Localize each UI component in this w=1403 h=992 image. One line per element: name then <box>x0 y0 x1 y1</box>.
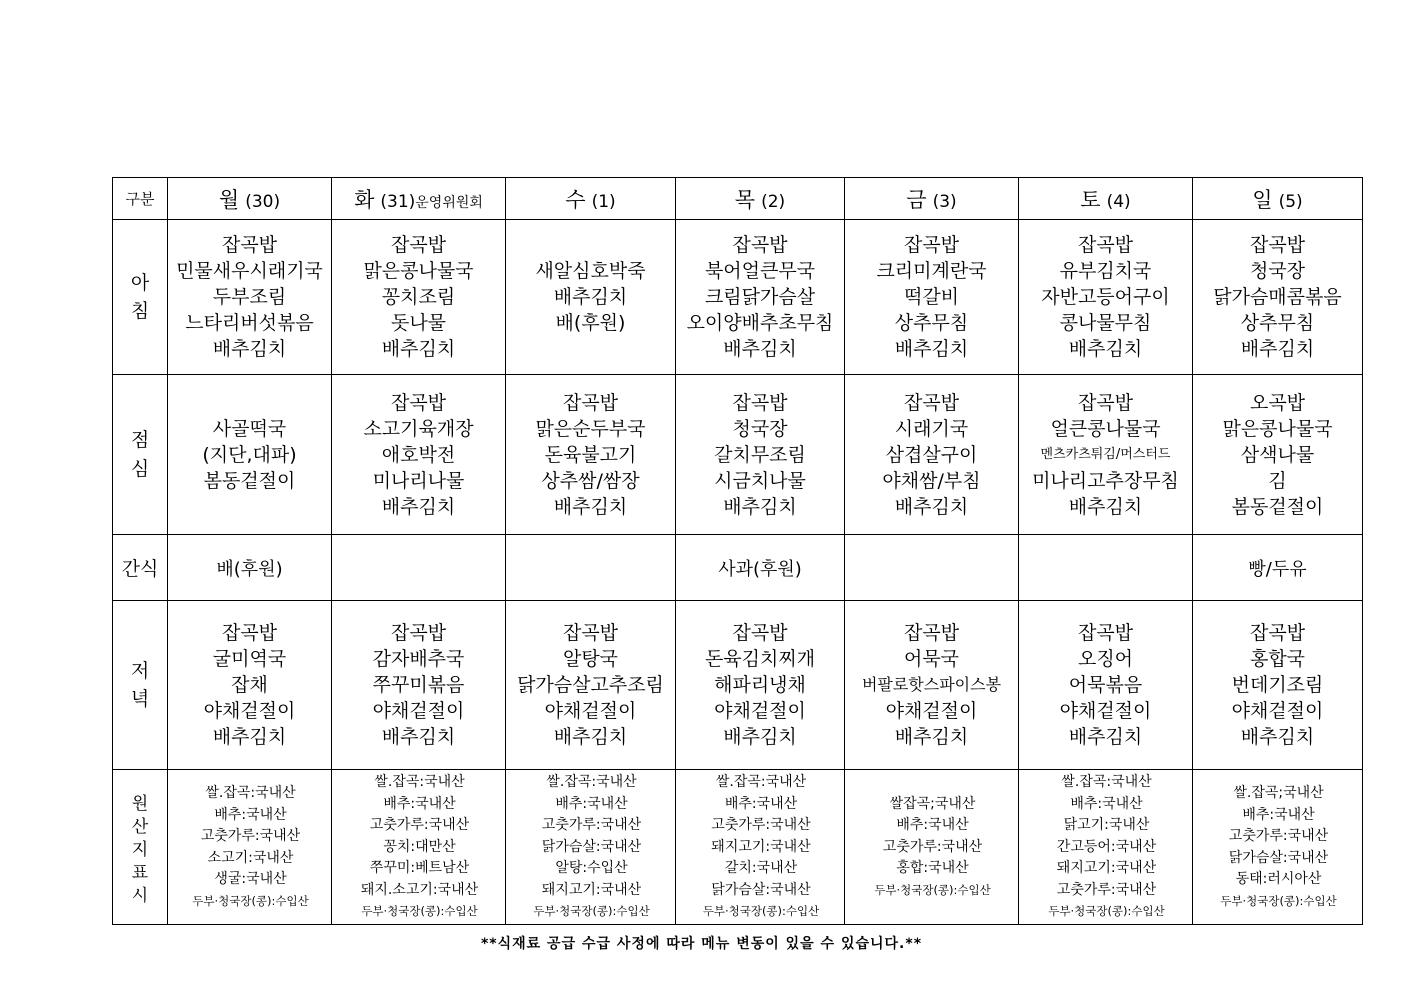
origin-item: 두부·청국장(콩):수입산 <box>533 904 650 919</box>
menu-item: 오곡밥 <box>1249 391 1306 414</box>
menu-change-notice: **식재료 공급 수급 사정에 따라 메뉴 변동이 있을 수 있습니다.** <box>480 936 923 952</box>
menu-item: 배추김치 <box>212 726 287 748</box>
day-header-thu: 목 (2) <box>676 178 845 220</box>
menu-item: 상추무침 <box>1240 312 1315 334</box>
menu-item: 꽁치조림 <box>381 286 456 308</box>
dinner-cell <box>1193 601 1363 770</box>
menu-item: 잡곡밥 <box>903 391 960 414</box>
origin-item: 두부·청국장(콩):수입산 <box>361 904 478 919</box>
menu-item: 배추김치 <box>723 726 797 748</box>
menu-item: 배추김치 <box>381 495 456 518</box>
origin-item: 배추:국내산 <box>214 806 287 823</box>
menu-item: 야채겉절이 <box>1231 700 1324 722</box>
menu-item: 야채쌈/부침 <box>882 469 981 492</box>
dinner-cell <box>1019 601 1193 770</box>
origin-item: 배추:국내산 <box>724 795 798 812</box>
menu-item: 잡곡밥 <box>903 622 960 644</box>
origin-item: 두부·청국장(콩):수입산 <box>1048 904 1165 919</box>
lunch-label: 점 심 <box>113 375 168 535</box>
menu-item: 잡곡밥 <box>732 622 788 644</box>
menu-item: 닭가슴살고추조림 <box>517 674 664 696</box>
menu-item: 닭가슴매콤볶음 <box>1213 286 1342 308</box>
menu-item: 오이양배추초무침 <box>686 312 834 334</box>
origin-item: 닭가슴살:국내산 <box>1228 849 1329 866</box>
dinner-cell <box>676 601 845 770</box>
menu-item: 버팔로핫스파이스봉 <box>861 675 1002 694</box>
lunch-cell <box>506 375 676 535</box>
origin-item: 알탕:수입산 <box>555 860 628 877</box>
origin-item: 갈치:국내산 <box>724 860 798 877</box>
menu-item: 잡곡밥 <box>221 234 278 256</box>
day-header-mon: 월 (30) <box>168 178 332 220</box>
menu-item: 잡곡밥 <box>1249 234 1306 256</box>
origin-item: 두부·청국장(콩):수입산 <box>874 882 991 897</box>
menu-item: 굴미역국 <box>212 648 287 670</box>
origin-cell <box>332 770 506 925</box>
origin-item: 배추:국내산 <box>555 795 628 812</box>
snack-cell: 사과(후원) <box>676 535 845 601</box>
menu-item: 어묵볶음 <box>1068 674 1143 696</box>
menu-item: 돈육김치찌개 <box>704 648 816 670</box>
origin-item: 쌀.잡곡:국내산 <box>715 774 807 791</box>
origin-item: 고춧가루:국내산 <box>369 817 470 834</box>
menu-item: 야채겉절이 <box>714 700 806 722</box>
origin-item: 돼지.소고기:국내산 <box>360 881 479 898</box>
menu-item: 돈육불고기 <box>544 443 637 466</box>
origin-cell <box>676 770 845 925</box>
day-header-sun: 일 (5) <box>1193 178 1363 220</box>
menu-item: 애호박전 <box>381 443 456 466</box>
menu-item: 삼색나물 <box>1240 443 1315 466</box>
origin-item: 돼지고기:국내산 <box>541 881 642 898</box>
origin-item: 닭가슴살:국내산 <box>711 881 811 898</box>
menu-item: 시금치나물 <box>714 469 806 492</box>
header-row <box>113 178 1363 220</box>
menu-item: 야채겉절이 <box>544 700 637 722</box>
dinner-label: 저 녁 <box>113 601 168 770</box>
breakfast-cell <box>845 220 1019 375</box>
lunch-row <box>113 375 1363 535</box>
menu-item: 미나리고추장무침 <box>1032 469 1179 492</box>
menu-item: 잡곡밥 <box>1077 234 1134 256</box>
origin-item: 두부·청국장(콩):수입산 <box>192 893 309 908</box>
breakfast-label: 아 침 <box>113 220 168 375</box>
origin-item: 닭고기:국내산 <box>1063 817 1150 834</box>
snack-cell: 빵/두유 <box>1193 535 1363 601</box>
dinner-cell <box>845 601 1019 770</box>
menu-item: 배추김치 <box>723 338 797 360</box>
menu-item: 사골떡국 <box>212 417 287 440</box>
snack-cell: 배(후원) <box>168 535 332 601</box>
menu-item: 감자배추국 <box>372 648 465 670</box>
menu-item: 잡곡밥 <box>562 391 619 414</box>
menu-item: 배추김치 <box>1068 338 1143 360</box>
origin-item: 홍합:국내산 <box>896 860 969 877</box>
lunch-cell <box>845 375 1019 535</box>
origin-item: 두부·청국장(콩):수입산 <box>1220 893 1337 908</box>
menu-item: (지단,대파) <box>202 443 297 466</box>
menu-item: 배추김치 <box>553 286 628 308</box>
snack-cell <box>1019 535 1193 601</box>
menu-item: 배추김치 <box>1240 726 1315 748</box>
menu-item: 상추쌈/쌈장 <box>541 469 640 492</box>
menu-item: 잡곡밥 <box>1249 622 1306 644</box>
origin-item: 쌀.잡곡;국내산 <box>1233 785 1324 801</box>
origin-item: 쌀.잡곡:국내산 <box>205 785 296 801</box>
origin-item: 닭가슴살:국내산 <box>541 838 642 855</box>
origin-item: 돼지고기:국내산 <box>1056 860 1157 877</box>
day-header-fri: 금 (3) <box>845 178 1019 220</box>
lunch-cell <box>332 375 506 535</box>
menu-item: 배추김치 <box>381 338 456 360</box>
snack-cell <box>332 535 506 601</box>
menu-item: 갈치무조림 <box>714 443 806 466</box>
origin-item: 동태:러시아산 <box>1235 871 1322 887</box>
dinner-cell <box>332 601 506 770</box>
menu-item: 상추무침 <box>894 312 969 334</box>
menu-item: 돗나물 <box>390 312 447 334</box>
dinner-row <box>113 601 1363 770</box>
origin-item: 꽁치:대만산 <box>383 838 456 855</box>
day-header-wed: 수 (1) <box>506 178 676 220</box>
origin-item: 고춧가루:국내산 <box>200 828 301 844</box>
menu-item: 쭈꾸미볶음 <box>372 674 465 696</box>
breakfast-cell <box>1019 220 1193 375</box>
day-header-sat: 토 (4) <box>1019 178 1193 220</box>
menu-item: 맑은순두부국 <box>535 417 646 440</box>
menu-item: 삼겹살구이 <box>885 443 978 466</box>
lunch-cell <box>168 375 332 535</box>
menu-item: 미나리나물 <box>372 469 465 492</box>
dinner-cell <box>168 601 332 770</box>
menu-item: 두부조림 <box>212 286 287 308</box>
menu-item: 잡곡밥 <box>732 391 788 414</box>
menu-item: 봄동겉절이 <box>203 469 296 492</box>
menu-item: 멘츠카츠튀김/머스터드 <box>1040 446 1171 462</box>
menu-item: 배추김치 <box>1240 338 1315 360</box>
origin-item: 소고기:국내산 <box>207 849 294 866</box>
snack-row <box>113 535 1363 601</box>
menu-item: 떡갈비 <box>903 286 960 308</box>
menu-item: 알탕국 <box>562 648 619 670</box>
origin-label: 원 산 지 표 시 <box>113 770 168 925</box>
menu-item: 배추김치 <box>723 495 797 518</box>
origin-item: 쌀.잡곡:국내산 <box>374 774 465 791</box>
menu-item: 배추김치 <box>894 495 969 518</box>
menu-item: 콩나물무침 <box>1059 312 1152 334</box>
breakfast-cell <box>676 220 845 375</box>
snack-cell <box>845 535 1019 601</box>
menu-item: 잡곡밥 <box>390 622 447 644</box>
snack-cell <box>506 535 676 601</box>
breakfast-cell <box>506 220 676 375</box>
origin-item: 쭈꾸미:베트남산 <box>369 860 470 877</box>
menu-item: 잡채 <box>231 674 268 696</box>
menu-item: 민물새우시래기국 <box>176 260 323 282</box>
menu-item: 배추김치 <box>894 338 969 360</box>
menu-item: 봄동겉절이 <box>1231 495 1324 518</box>
menu-item: 야채겉절이 <box>372 700 465 722</box>
origin-cell <box>845 770 1019 925</box>
menu-item: 맑은콩나물국 <box>363 260 474 282</box>
origin-cell <box>1193 770 1363 925</box>
menu-item: 잡곡밥 <box>903 234 960 256</box>
menu-item: 자반고등어구이 <box>1041 286 1170 308</box>
menu-item: 시래기국 <box>894 417 969 440</box>
origin-item: 배추:국내산 <box>383 795 456 812</box>
breakfast-row <box>113 220 1363 375</box>
lunch-cell <box>1193 375 1363 535</box>
menu-item: 소고기육개장 <box>363 417 474 440</box>
menu-item: 잡곡밥 <box>390 234 447 256</box>
origin-item: 고춧가루:국내산 <box>1228 828 1329 844</box>
menu-item: 크리미계란국 <box>876 260 987 282</box>
menu-item: 배추김치 <box>1068 726 1143 748</box>
origin-item: 고춧가루:국내산 <box>711 817 811 834</box>
menu-item: 배추김치 <box>894 726 969 748</box>
menu-item: 잡곡밥 <box>732 234 788 256</box>
origin-item: 배추:국내산 <box>896 817 969 834</box>
menu-item: 번데기조림 <box>1231 674 1324 696</box>
day-note: 운영위원회 <box>415 194 483 211</box>
menu-item: 배추김치 <box>553 495 628 518</box>
origin-item: 두부·청국장(콩):수입산 <box>702 904 820 919</box>
menu-item: 배추김치 <box>553 726 628 748</box>
origin-item: 쌀잡곡;국내산 <box>889 795 976 812</box>
menu-item: 잡곡밥 <box>562 622 619 644</box>
breakfast-cell <box>168 220 332 375</box>
origin-cell <box>1019 770 1193 925</box>
origin-item: 쌀.잡곡:국내산 <box>546 774 637 791</box>
menu-item: 야채겉절이 <box>885 700 978 722</box>
day-header-tue: 화 (31)운영위원회 <box>332 178 506 220</box>
menu-item: 야채겉절이 <box>1059 700 1152 722</box>
origin-item: 간고등어:국내산 <box>1056 838 1157 855</box>
menu-item: 크림닭가슴살 <box>704 286 816 308</box>
menu-item: 배추김치 <box>212 338 287 360</box>
menu-item: 청국장 <box>732 417 788 440</box>
menu-item: 느타리버섯볶음 <box>185 312 314 334</box>
menu-item: 잡곡밥 <box>1077 391 1134 414</box>
origin-item: 배추:국내산 <box>1242 806 1315 823</box>
menu-item: 잡곡밥 <box>390 391 447 414</box>
origin-item: 고춧가루:국내산 <box>541 817 642 834</box>
menu-item: 야채겉절이 <box>203 700 296 722</box>
lunch-cell <box>1019 375 1193 535</box>
menu-item: 얼큰콩나물국 <box>1050 417 1161 440</box>
weekly-menu-table <box>112 177 1363 925</box>
origin-item: 돼지고기:국내산 <box>711 838 811 855</box>
menu-item: 배(후원) <box>555 312 626 334</box>
breakfast-cell <box>1193 220 1363 375</box>
breakfast-cell <box>332 220 506 375</box>
header-label: 구분 <box>113 178 168 220</box>
menu-item: 해파리냉채 <box>714 674 806 696</box>
dinner-cell <box>506 601 676 770</box>
menu-item: 북어얼큰무국 <box>704 260 816 282</box>
menu-item: 잡곡밥 <box>221 622 278 644</box>
origin-row <box>113 770 1363 925</box>
origin-item: 배추:국내산 <box>1070 795 1143 812</box>
menu-item: 홍합국 <box>1249 648 1306 670</box>
origin-cell <box>168 770 332 925</box>
menu-item: 유부김치국 <box>1059 260 1152 282</box>
menu-item: 오징어 <box>1077 648 1134 670</box>
menu-item: 배추김치 <box>381 726 456 748</box>
origin-item: 생굴:국내산 <box>214 871 287 887</box>
snack-label: 간식 <box>113 535 168 601</box>
lunch-cell <box>676 375 845 535</box>
menu-item: 배추김치 <box>1068 495 1143 518</box>
menu-item: 김 <box>1268 469 1287 492</box>
menu-item: 어묵국 <box>903 648 960 670</box>
menu-item: 잡곡밥 <box>1077 622 1134 644</box>
menu-item: 청국장 <box>1249 260 1306 282</box>
origin-item: 쌀.잡곡:국내산 <box>1061 774 1152 791</box>
menu-item: 새알심호박죽 <box>535 260 646 282</box>
menu-item: 맑은콩나물국 <box>1222 417 1333 440</box>
origin-item: 고춧가루:국내산 <box>1056 881 1157 898</box>
origin-item: 고춧가루:국내산 <box>882 838 983 855</box>
origin-cell <box>506 770 676 925</box>
